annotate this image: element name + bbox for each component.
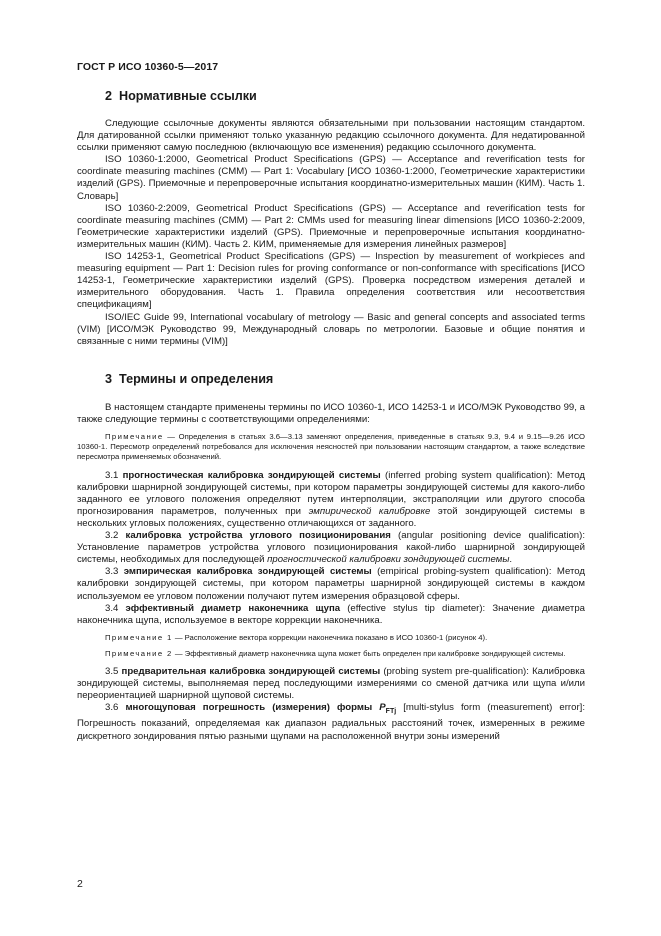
term-3-6-text-a: [multi-stylus form (measurement) error]: Погрешность показаний, определяемая как диапазон радиальных расстояний точек, измеренных в режиме дискретного зондирования пятью разными щупами на расположенной внутри зоны измерений xyxy=(77,702,585,742)
note-label: Примечание xyxy=(105,431,164,441)
note-2-text: — Эффективный диаметр наконечника щупа может быть определен при калибровке зондирующей системы. xyxy=(172,649,566,658)
page-content xyxy=(77,88,585,743)
section-2-title: Нормативные ссылки xyxy=(119,89,257,103)
symbol-p: P xyxy=(379,702,386,714)
term-3-1-italic: эмпирической калибровке xyxy=(308,505,431,517)
section-2-number: 2 xyxy=(105,89,113,103)
term-3-4-number: 3.4 xyxy=(105,602,126,614)
term-3-6-number: 3.6 xyxy=(105,702,126,714)
term-3-4-note-1 xyxy=(77,633,585,643)
section-3-intro: В настоящем стандарте применены термины по ИСО 10360-1, ИСО 14253-1 и ИСО/МЭК Руководство 99, а также следующие термины с соответствующими определениями: xyxy=(77,401,585,425)
section-3-body xyxy=(77,402,585,743)
term-3-4 xyxy=(77,603,585,627)
note-1-text: — Расположение вектора коррекции наконечника показано в ИСО 10360-1 (рисунок 4). xyxy=(172,632,488,642)
section-2-intro: Следующие ссылочные документы являются обязательными при пользовании настоящим стандартом. Для датированной ссылки применяют только указанную редакцию ссылочного документа. Для недатированной ссылки применяют самую последнюю (включающую все изменения) редакцию ссылочного документа. xyxy=(77,118,585,154)
term-3-3-text-a: (empirical probing-system qualification): Метод калибровки зондирующей системы, при котором параметры шарнирной зондирующей системы в каждом используемом ее угловом положении получают путем измерения образцовой сферы. xyxy=(77,566,585,602)
term-3-5-name: предварительная калибровка зондирующей системы xyxy=(121,666,381,678)
term-3-1-number: 3.1 xyxy=(105,469,123,481)
term-3-3-number: 3.3 xyxy=(105,566,124,578)
term-3-1-name: прогностическая калибровка зондирующей системы xyxy=(122,469,381,481)
term-3-2-name: калибровка устройства углового позиционирования xyxy=(125,530,391,542)
section-2-body xyxy=(77,118,585,348)
note-text: — Определения в статьях 3.6—3.13 заменяют определения, приведенные в статьях 9.3, 9.4 и 9.15—9.26 ИСО 10360-1. Пересмотр определений потребовался для исключения неясностей при пользовании настоящим стандартом, а также вследствие пересмотра применяемых обозначений. xyxy=(77,431,585,462)
term-3-4-note-2 xyxy=(77,649,585,659)
term-3-2-italic: прогностической калибровки зондирующей системы xyxy=(267,554,510,566)
term-3-5-number: 3.5 xyxy=(105,666,122,678)
term-3-2-number: 3.2 xyxy=(105,530,126,542)
term-3-3-name: эмпирическая калибровка зондирующей системы xyxy=(123,566,372,578)
reference-iso-10360-1: ISO 10360-1:2000, Geometrical Product Specifications (GPS) — Acceptance and reverification tests for coordinate measuring machines (CMM) — Part 1: Vocabulary [ИСО 10360-1:2000, Геометрические характеристики изделий (GPS). Приемочные и перепроверочные испытания координатно-измерительных машин (КИМ). Часть 1. Словарь] xyxy=(77,154,585,202)
section-3-number: 3 xyxy=(105,371,113,386)
section-2-heading xyxy=(105,88,585,104)
term-3-6-symbol xyxy=(379,702,397,716)
note-2-label: Примечание 2 xyxy=(105,649,173,658)
term-3-1-text-b: этой зондирующей системы в нескольких угловых положениях, существенно отличающихся от заданного. xyxy=(77,505,586,529)
reference-iso-10360-2: ISO 10360-2:2009, Geometrical Product Specifications (GPS) — Acceptance and reverification tests for coordinate measuring machines (CMM) — Part 2: CMMs used for measuring linear dimensions [ИСО 10360-2:2009, Геометрические характеристики изделий (GPS). Приемочные и перепроверочные испытания координатно-измерительных машин (КИМ). Часть 2. КИМ, применяемые для измерения линейных размеров] xyxy=(77,202,585,250)
term-3-4-text-a: (effective stylus tip diameter): Значение диаметра наконечника щупа, используемое в векторе коррекции наконечника. xyxy=(77,602,585,626)
document-code-header: ГОСТ Р ИСО 10360-5—2017 xyxy=(77,61,219,73)
term-3-6 xyxy=(77,702,585,742)
term-3-6-name: многощуповая погрешность (измерения) формы xyxy=(125,702,380,714)
term-3-5 xyxy=(77,666,585,702)
section-3-title: Термины и определения xyxy=(119,371,274,386)
reference-iso-14253-1: ISO 14253-1, Geometrical Product Specifications (GPS) — Inspection by measurement of workpieces and measuring equipment — Part 1: Decision rules for proving conformance or non-conformance with specifications [ИСО 14253-1, Геометрические характеристики изделий (GPS). Проверка посредством измерения деталей и измерительного оборудования. Часть 1. Правила определения соответствия или несоответствия спецификациям] xyxy=(77,251,585,311)
term-3-3 xyxy=(77,566,585,602)
term-3-5-text-a: (probing system pre-qualification): Калибровка зондирующей системы, выполняемая перед последующими измерениями со сменой датчика или щупа и/или переориентацией шарнирной щуповой системы. xyxy=(77,666,585,702)
reference-iso-iec-guide-99: ISO/IEC Guide 99, International vocabulary of metrology — Basic and general concepts and associated terms (VIM) [ИСО/МЭК Руководство 99, Международный словарь по метрологии. Базовые и общие понятия и связанные с ними термины (VIM)] xyxy=(77,311,585,347)
term-3-1 xyxy=(77,470,585,530)
term-3-2-text-a: (angular positioning device qualification): Установление параметров устройства углового позиционирования какой-либо шарнирной зондирующей системы, необходимых для последующей xyxy=(77,530,585,566)
note-1-label: Примечание 1 xyxy=(105,632,173,642)
term-3-2-text-b: . xyxy=(509,554,513,566)
symbol-subscript: FTj xyxy=(385,708,397,716)
term-3-1-text-a: (inferred probing system qualification): Метод калибровки шарнирной зондирующей системы, при котором параметры зондирующей системы для какого-либо заданного ее углового положения определяют путем интерполяции, экстраполяции или другого способа прогнозирования параметров, полученных при xyxy=(77,469,585,517)
section-3-note xyxy=(77,432,585,463)
term-3-2 xyxy=(77,530,585,566)
section-3-heading xyxy=(105,371,585,387)
page-number: 2 xyxy=(77,878,83,890)
term-3-4-name: эффективный диаметр наконечника щупа xyxy=(125,602,341,614)
